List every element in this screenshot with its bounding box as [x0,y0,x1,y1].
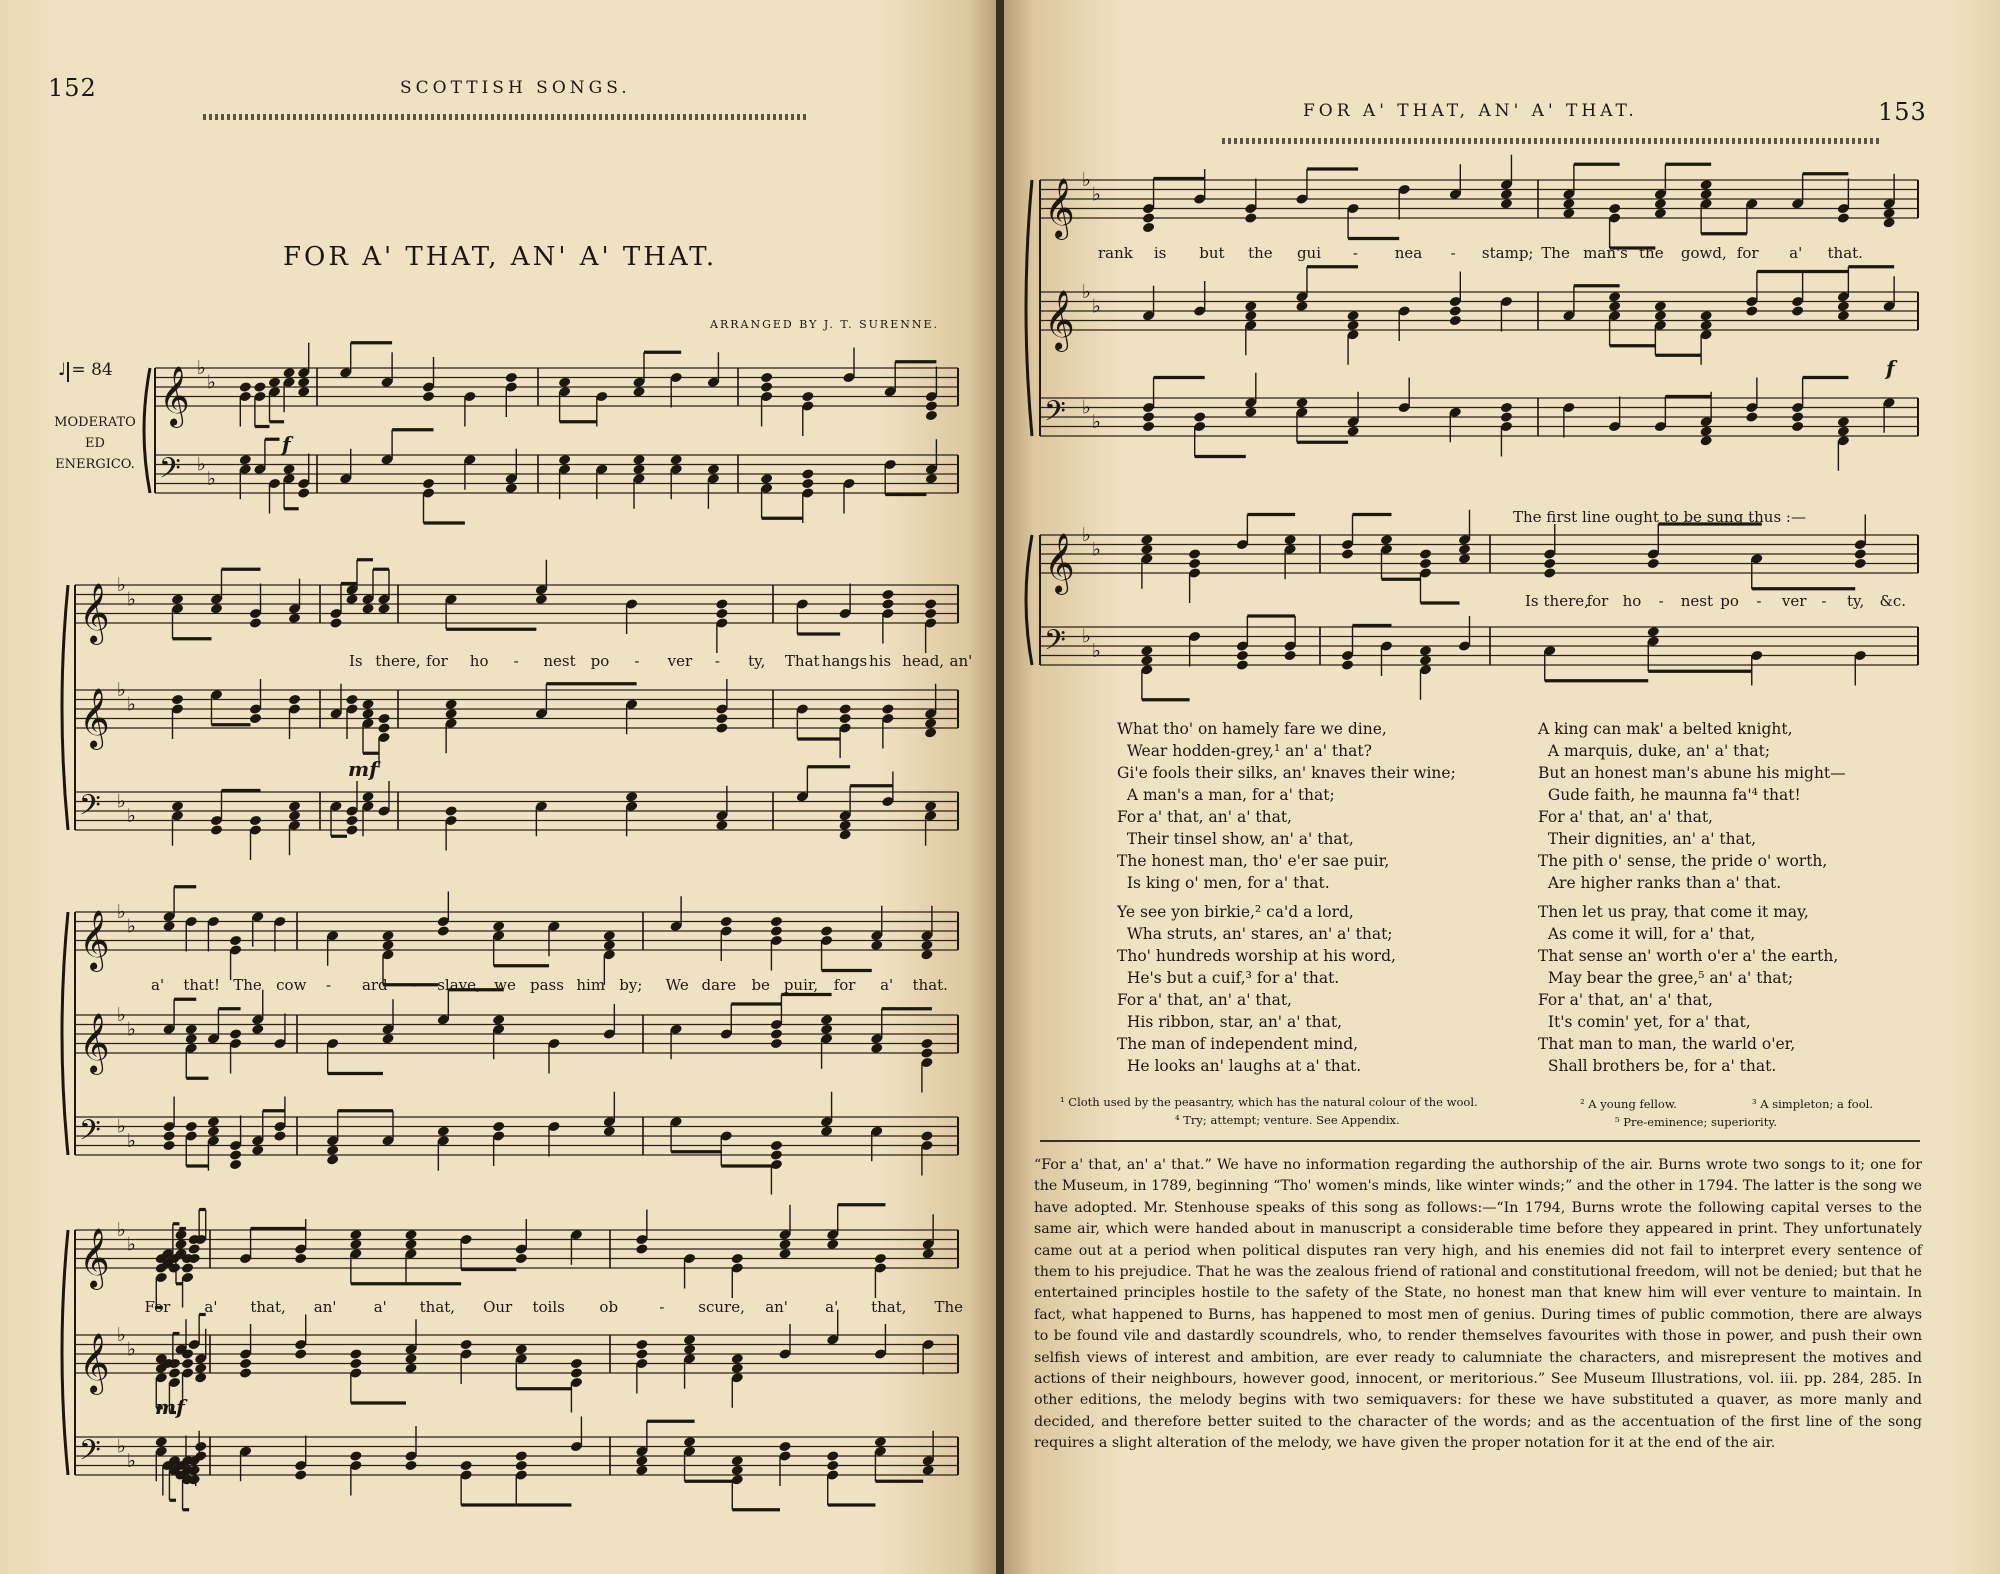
flat-sign-icon: ♭ [117,1004,126,1026]
note-head [515,1450,528,1462]
lyric-syllable: an' [313,1298,337,1316]
note-head [1854,548,1867,560]
footnote-1: ¹ Cloth used by the peasantry, which has the natural colour of the wool. [1060,1095,1478,1109]
dynamic-forte: f [1886,356,1895,380]
note-head [1142,212,1155,224]
note-head [1854,558,1867,570]
lyric-syllable: The [1541,244,1570,262]
note-head [1837,212,1850,224]
lyric-syllable: Is [1525,592,1539,610]
note-head [1543,558,1556,570]
note-head [925,400,938,412]
lyric-syllable: head, [902,652,945,670]
lyric-syllable: that. [1827,244,1863,262]
note-head [801,391,814,403]
lyric-syllable: his [868,652,892,670]
note-head [920,1047,933,1059]
lyric-syllable: by; [619,976,643,994]
note-head [770,1140,783,1152]
flat-sign-icon: ♭ [207,467,216,490]
dynamic-forte: f [282,432,291,456]
lyric-syllable: - [1450,244,1456,262]
note-head [168,1367,181,1379]
note-head [1449,305,1462,317]
note-head [404,1460,417,1472]
note-head [715,598,728,610]
flat-sign-icon: ♭ [127,915,136,938]
flat-sign-icon: ♭ [127,1018,136,1041]
footnote-3: ³ A simpleton; a fool. [1752,1097,1873,1111]
note-head [715,713,728,725]
commentary-paragraph: “For a' that, an' a' that.” We have no information regarding the authorship of the air. Burns wrote two songs to it; one for the Museum, in 1789, beginning “Tho' women's minds, like winter winds;” and the other in 1794. The latter is the song we have adopted. Mr. Stenhouse speaks of this song as follows:—“In 1794, Burns wrote the following capital verses to the same air, which were handed about in manuscript a considerable time before they appeared in print. They unfortunately came out at a period when political disputes ran very high, and his enemies did not fail to interpret every sentence of them to his prejudice. That he was the zealous friend of rational and constitutional freedom, will not be denied; but that he entertained principles hostile to the safety of the State, no honest man that knew him will ever venture to maintain. In fact, what happened to Burns, has happened to most men of genius. During times of public commotion, there are always to be found vile and dastardly scoundrels, who, to render themselves favourites with those in power, and push their own selfish views of interest and ambition, are ever ready to calumniate the characters, and misrepresent the motives and actions of their neighbours, however good, innocent, or meritorious.” See Museum Illustrations, vol. iii. pp. 284, 285. In other editions, the melody begins with two semiquavers: for these we have substituted a quaver, as more manly and decided, and therefore better suited to the character of the words; and as the accentuation of the first line of the song requires a slight alteration of the melody, we have given the proper notation for it at the end of the air. [1034,1157,1922,1452]
note-head [1449,315,1462,327]
flat-sign-icon: ♭ [197,357,206,379]
note-head [459,1339,472,1351]
footnote-4: ⁴ Try; attempt; venture. See Appendix. [1175,1113,1400,1127]
flat-sign-icon: ♭ [207,371,216,394]
bass-clef-icon: 𝄢 [79,1114,101,1154]
note-head [515,1460,528,1472]
note-head [253,381,266,393]
lyric-syllable: ard [361,976,388,994]
system-brace [62,585,68,830]
lyric-syllable: The [233,976,262,994]
note-head [924,608,937,620]
bass-clef-icon: 𝄢 [79,1434,101,1474]
verse-3: Ye see yon birkie,² ca'd a lord, Wha struts, an' stares, an' a' that; Tho' hundreds worship at his word, He's but a cuif,³ for a' that. For a' that, an' a' that, His ribbon, star, an' a' that, The man of independent mind, He looks an' laughs at a' that. [1117,903,1396,1075]
note-head [760,381,773,393]
flat-sign-icon: ♭ [117,1219,126,1241]
lyric-syllable: For [144,1298,171,1316]
note-head [229,935,242,947]
lyric-syllable: - [714,652,720,670]
note-head [505,372,518,384]
note-head [715,608,728,620]
bass-clef-icon: 𝄢 [1044,624,1066,664]
system-brace [1026,535,1032,665]
treble-clef-icon: 𝄞 [79,688,110,748]
treble-clef-icon: 𝄞 [79,583,110,643]
lyric-syllable: a' [204,1298,218,1316]
flat-sign-icon: ♭ [1092,183,1101,206]
treble-clef-icon: 𝄞 [79,1013,110,1073]
note-head [1419,548,1432,560]
note-head [349,1450,362,1462]
lyric-syllable: a' [880,976,894,994]
lyric-syllable: we [494,976,516,994]
note-head [294,1253,307,1265]
note-head [826,1450,839,1462]
flat-sign-icon: ♭ [1082,169,1091,191]
note-head [720,916,733,928]
treble-clef-icon: 𝄞 [79,1228,110,1288]
note-head [1283,650,1296,662]
note-head [1142,222,1155,234]
dynamic-mezzo-forte: mf [155,1395,185,1419]
note-head [920,1038,933,1050]
note-head [635,1243,648,1255]
note-head [329,617,342,629]
note-head [715,722,728,734]
note-head [1647,558,1660,570]
flat-sign-icon: ♭ [1082,625,1091,648]
tempo-word: MODERATO [54,415,136,430]
lyric-syllable: - [634,652,640,670]
flat-sign-icon: ♭ [1092,410,1101,433]
note-head [239,381,252,393]
note-head [377,713,390,725]
lyric-syllable: ho [1622,592,1642,610]
dynamic-mezzo-forte: mf [348,757,378,781]
lyric-syllable: hangs [821,652,868,670]
note-head [349,1348,362,1360]
note-head [1500,411,1513,423]
note-head [239,1358,252,1370]
note-head [1236,650,1249,662]
lyric-syllable: a' [825,1298,839,1316]
flat-sign-icon: ♭ [1092,639,1101,662]
verse-5: Then let us pray, that come it may, As come it will, for a' that, That sense an' worth o'er a' the earth, May bear the gree,⁵ an' a' that; For a' that, an' a' that, It's comin' yet, for a' that, That man to man, the warld o'er, Shall brothers be, for a' that. [1538,903,1839,1075]
flat-sign-icon: ♭ [127,1233,136,1256]
verse-4: A king can mak' a belted knight, A marquis, duke, an' a' that; But an honest man's abune his might— Gude faith, he maunna fa'⁴ that! For a' that, an' a' that, Their dignities, an' a' that, The pith o' sense, the pride o' worth, Are higher ranks than a' that. [1538,720,1846,892]
lyric-syllable: - [1821,592,1827,610]
note-head [492,1121,505,1133]
note-head [1500,402,1513,414]
flat-sign-icon: ♭ [117,1324,126,1346]
note-head [570,1358,583,1370]
note-head [801,468,814,480]
lyric-syllable: rank [1098,244,1133,262]
lyric-syllable: - [513,652,519,670]
lyric-syllable: - [659,1298,665,1316]
note-head [770,1038,783,1050]
note-head [820,925,833,937]
note-head [925,410,938,422]
treble-clef-icon: 𝄞 [79,910,110,970]
lyric-syllable: that! [183,976,221,994]
lyric-syllable: - [411,976,417,994]
lyric-syllable: for [1586,592,1609,610]
ornamental-rule-left [203,114,808,120]
running-head-right: FOR A' THAT, AN' A' THAT. [1303,101,1638,121]
note-head [731,1253,744,1265]
bass-clef-icon: 𝄢 [159,452,181,492]
lyric-syllable: - [1352,244,1358,262]
bass-clef-icon: 𝄢 [79,789,101,829]
note-head [288,694,301,706]
flat-sign-icon: ♭ [117,1435,126,1458]
lyric-syllable: ty, [1846,592,1865,610]
flat-sign-icon: ♭ [1092,538,1101,561]
lyric-syllable: We [665,976,689,994]
note-head [1244,212,1257,224]
lyric-syllable: ob [599,1298,619,1316]
lyric-syllable: scure, [698,1298,745,1316]
note-head [345,694,358,706]
lyric-syllable: gui [1296,244,1322,262]
note-head [1142,411,1155,423]
note-head [635,1348,648,1360]
page-number-left: 152 [48,74,97,102]
lyric-syllable: dare [701,976,737,994]
note-head [294,1348,307,1360]
lyric-syllable: stamp; [1481,244,1534,262]
ornamental-rule-right [1222,138,1882,144]
lyric-syllable: cow [276,976,307,994]
note-head [294,1469,307,1481]
note-head [1608,203,1621,215]
note-head [881,598,894,610]
system-brace [144,368,150,493]
flat-sign-icon: ♭ [1082,281,1091,303]
note-head [377,722,390,734]
note-head [770,925,783,937]
note-head [437,925,450,937]
lyric-syllable: That [784,652,820,670]
lyric-syllable: the [1248,244,1273,262]
note-head [444,805,457,817]
flat-sign-icon: ♭ [117,790,126,813]
lyric-syllable: slave, [437,976,481,994]
note-head [229,1159,242,1171]
metronome-mark: ♩ = 84 [58,360,113,380]
note-head [249,617,262,629]
lyric-syllable: the [1639,244,1664,262]
note-head [1791,305,1804,317]
note-head [924,598,937,610]
lyric-syllable: is [1153,244,1167,262]
treble-clef-icon: 𝄞 [1044,533,1075,593]
first-line-note: The first line ought to be sung thus :— [1513,508,1806,526]
note-head [1791,411,1804,423]
note-head [826,1460,839,1472]
flat-sign-icon: ♭ [127,588,136,611]
treble-clef-icon: 𝄞 [1044,178,1075,238]
lyric-syllable: po [1720,592,1739,610]
lyric-syllable: an' [765,1298,788,1316]
note-head [162,1130,175,1142]
note-head [770,1028,783,1040]
note-head [239,1367,252,1379]
lyric-syllable: &c. [1879,592,1907,610]
note-head [838,703,851,715]
flat-sign-icon: ♭ [117,679,126,701]
note-head [881,589,894,601]
song-title: FOR A' THAT, AN' A' THAT. [283,242,718,272]
note-head [801,478,814,490]
lyric-syllable: that, [871,1298,907,1316]
note-head [770,1149,783,1161]
flat-sign-icon: ♭ [117,1115,126,1138]
note-head [162,1140,175,1152]
note-head [1236,659,1249,671]
system-brace [62,912,68,1155]
lyric-syllable: that. [912,976,948,994]
footnote-2: ² A young fellow. [1580,1097,1677,1111]
treble-clef-icon: 𝄞 [159,366,190,426]
lyric-syllable: be [751,976,770,994]
note-head [181,1262,194,1274]
note-head [760,372,773,384]
lyric-syllable: Our [483,1298,513,1316]
note-head [838,713,851,725]
note-head [345,824,358,836]
note-head [273,1130,286,1142]
tempo-word: ED [85,436,105,451]
lyric-syllable: - [1658,592,1664,610]
flat-sign-icon: ♭ [127,804,136,827]
note-head [1142,421,1155,433]
arranger-credit: ARRANGED BY J. T. SURENNE. [710,318,940,331]
note-head [881,703,894,715]
note-head [185,1121,198,1133]
lyric-syllable: nea [1394,244,1423,262]
lyric-syllable: po [590,652,610,670]
lyric-syllable: an' [949,652,973,670]
tempo-word: ENERGICO. [55,457,135,472]
system-brace [62,1230,68,1475]
note-head [1791,421,1804,433]
note-head [297,487,310,499]
lyric-syllable: that, [250,1298,286,1316]
note-head [770,916,783,928]
note-head [1188,548,1201,560]
page-number-right: 153 [1878,98,1927,126]
lyric-syllable: gowd, [1680,244,1727,262]
tempo-marking [50,412,140,475]
note-head [181,1358,194,1370]
lyric-syllable: there, [375,652,421,670]
lyric-syllable: The [934,1298,964,1316]
lyric-syllable: - [326,976,332,994]
lyric-syllable: a' [1789,244,1803,262]
flat-sign-icon: ♭ [1082,524,1091,546]
lyric-syllable: pass [530,976,564,994]
note-head [1188,558,1201,570]
lyric-syllable: puir, [783,976,819,994]
lyric-syllable: ver [667,652,693,670]
note-head [422,478,435,490]
treble-clef-icon: 𝄞 [1044,290,1075,350]
note-head [459,1460,472,1472]
system-brace [1026,180,1032,436]
flat-sign-icon: ♭ [127,1129,136,1152]
note-head [570,1367,583,1379]
footnote-5: ⁵ Pre-eminence; superiority. [1615,1115,1777,1129]
flat-sign-icon: ♭ [127,1449,136,1472]
flat-sign-icon: ♭ [117,901,126,923]
lyric-syllable: ty, [748,652,766,670]
flat-sign-icon: ♭ [127,1338,136,1361]
verse-2: What tho' on hamely fare we dine, Wear hodden-grey,¹ an' a' that? Gi'e fools their silks, an' knaves their wine; A man's a man, for a' that; For a' that, an' a' that, Their tinsel show, an' a' that, The honest man, tho' e'er sae puir, Is king o' men, for a' that. [1117,720,1456,892]
note-head [778,1441,791,1453]
note-head [229,1028,242,1040]
note-head [210,824,223,836]
note-head [1419,558,1432,570]
note-head [249,713,262,725]
lyric-syllable: - [1756,592,1762,610]
lyric-syllable: Is [349,652,363,670]
note-head [194,1441,207,1453]
note-head [635,1339,648,1351]
lyric-syllable: him [576,976,606,994]
note-head [349,1358,362,1370]
lyric-syllable: nest [543,652,576,670]
lyric-syllable: but [1199,244,1225,262]
lyric-syllable: a' [373,1298,387,1316]
note-head [515,1253,528,1265]
lyric-syllable: for [426,652,448,670]
flat-sign-icon: ♭ [1092,295,1101,318]
flat-sign-icon: ♭ [1082,396,1091,419]
note-head [920,1130,933,1142]
lyric-syllable: that, [419,1298,456,1316]
lyric-syllable: for [833,976,856,994]
note-head [249,815,262,827]
note-head [422,391,435,403]
note-head [1341,548,1354,560]
running-head-left: SCOTTISH SONGS. [400,78,631,98]
lyric-syllable: toils [532,1298,565,1316]
lyric-syllable: nest [1680,592,1713,610]
note-head [1543,567,1556,579]
lyric-syllable: there, [1543,592,1589,610]
note-head [187,1243,200,1255]
note-head [1745,305,1758,317]
lyric-syllable: ho [469,652,489,670]
note-head [171,694,184,706]
lyric-syllable: man's [1583,244,1628,262]
flat-sign-icon: ♭ [117,574,126,596]
note-head [1341,659,1354,671]
bass-clef-icon: 𝄢 [1044,395,1066,435]
section-rule [1040,1140,1920,1142]
note-head [1745,411,1758,423]
lyric-syllable: a' [151,976,165,994]
lyric-syllable: ver [1781,592,1807,610]
note-head [229,1149,242,1161]
note-head [1193,411,1206,423]
flat-sign-icon: ♭ [197,453,206,476]
lyric-syllable: for [1736,244,1759,262]
note-head [345,815,358,827]
note-head [874,1253,887,1265]
flat-sign-icon: ♭ [127,693,136,716]
treble-clef-icon: 𝄞 [79,1333,110,1393]
